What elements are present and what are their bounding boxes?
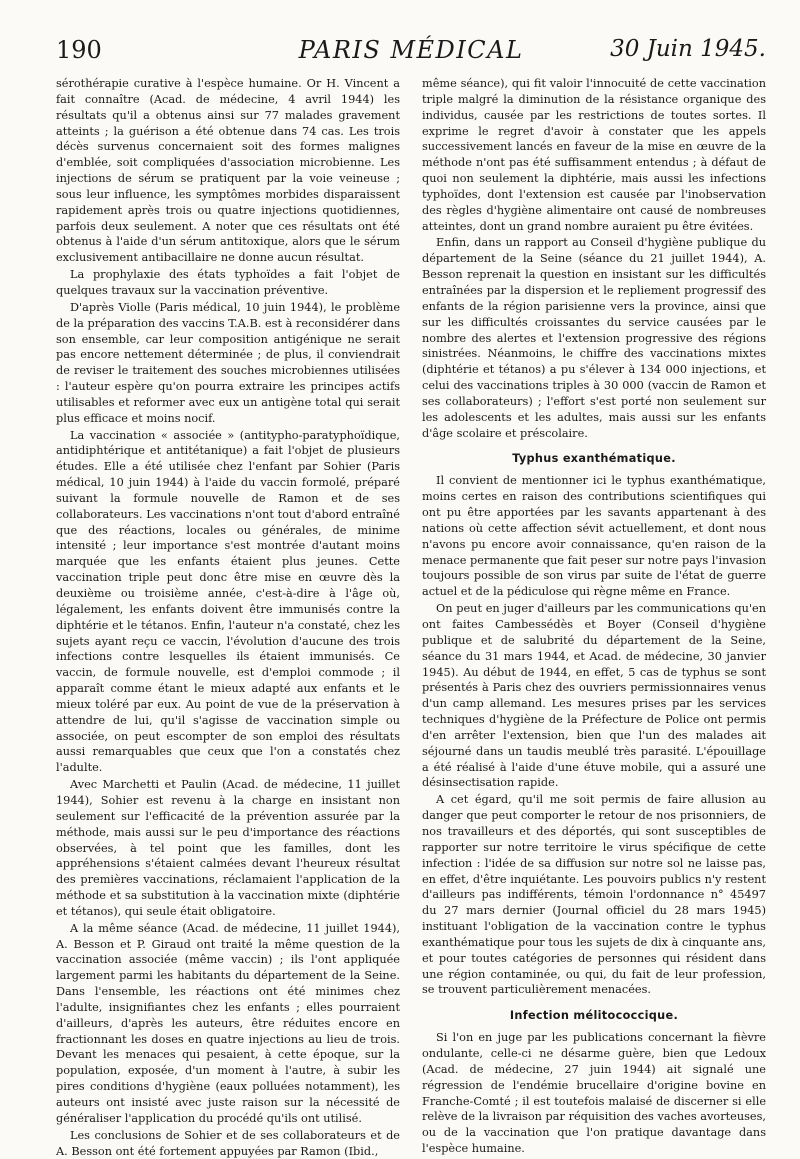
paragraph: A cet égard, qu'il me soit permis de faire allusion au danger que peut comporter le retour de nos prisonniers, de nos travailleurs et des déportés, qui sont susceptibles de rapporter sur notre territoire le virus spécifique de cette infection : l'idée de sa diffusion sur notre sol ne laisse pas, en effet, d'être inquiétante. Les pouvoirs publics n'y restent d'ailleurs pas indifférents, témoin l'ordonnance n° 45497 du 27 mars dernier (Journal officiel du 28 mars 1945) instituant l'obligation de la vaccination contre le typhus exanthématique pour tous les sujets de dix à cinquante ans, et pour toutes catégories de personnes qui résident dans une région contaminée, ou qui, du fait de leur profession, se trouvent particulièrement menacées. xyxy=(422,793,766,997)
paragraph: D'après Violle (Paris médical, 10 juin 1944), le problème de la préparation des vaccins T.A.B. est à reconsidérer dans son ensemble, car leur composition antigénique ne serait pas encore nettement déterminée ; de plus, il conviendrait de reviser le traitement des souches microbiennes utilisées : l'auteur espère qu'on pourra extraire les principes actifs utilisables et reformer avec eux un antigène total qui serait plus efficace et moins nocif. xyxy=(56,300,400,425)
page-number: 190 xyxy=(56,36,102,64)
section-heading-typhus: Typhus exanthématique. xyxy=(512,452,676,466)
left-column xyxy=(56,76,400,1159)
paragraph: On peut en juger d'ailleurs par les communications qu'en ont faites Cambessédès et Boyer (Conseil d'hygiène publique et de salubrité du département de la Seine, séance du 31 mars 1944, et Acad. de médecine, 30 janvier 1945). Au début de 1944, en effet, 5 cas de typhus se sont présentés à Paris chez des ouvriers permissionnaires venus d'un camp allemand. Les mesures prises par les services techniques d'hygiène de la Préfecture de Police ont permis d'en arrêter l'extension, bien que l'un des malades ait séjourné dans un taudis meublé très parasité. L'épouillage a été réalisé à l'aide d'une étuve mobile, qui a assuré une désinsectisation rapide. xyxy=(422,602,766,790)
paragraph: La prophylaxie des états typhoïdes a fait l'objet de quelques travaux sur la vaccination préventive. xyxy=(56,268,400,297)
paragraph: Avec Marchetti et Paulin (Acad. de médecine, 11 juillet 1944), Sohier est revenu à la charge en insistant non seulement sur l'efficacité de la prévention assurée par la méthode, mais aussi sur le peu d'importance des réactions observées, à tel point que les familles, dont les appréhensions s'étaient calmées devant l'heureux résultat des premières vaccinations, réclamaient l'application de la méthode et sa substitution à la vaccination mixte (diphtérie et tétanos), qui seule était obligatoire. xyxy=(56,778,400,918)
article-body xyxy=(56,76,766,1159)
page-header xyxy=(56,36,766,76)
paragraph: Il convient de mentionner ici le typhus exanthématique, moins certes en raison des contributions scientifiques qui ont pu être apportées par les savants appartenant à des nations où cette affection sévit actuellement, et dont nous n'avons pu encore avoir connaissance, qu'en raison de la menace permanente que fait peser sur notre pays l'invasion toujours possible de son virus par suite de l'état de guerre actuel et de la pédiculose qui règne même en France. xyxy=(422,474,766,599)
paragraph: Les conclusions de Sohier et de ses collaborateurs et de A. Besson ont été fortement appuyées par Ramon (Ibid., xyxy=(56,1128,400,1158)
paragraph: A la même séance (Acad. de médecine, 11 juillet 1944), A. Besson et P. Giraud ont traité la même question de la vaccination associée (même vaccin) ; ils l'ont appliquée largement parmi les habitants du département de la Seine. Dans l'ensemble, les réactions ont été minimes chez l'adulte, insignifiantes chez les enfants ; elles pourraient d'ailleurs, d'après les auteurs, être réduites encore en fractionnant les doses en quatre injections au lieu de trois. Devant les menaces qui pesaient, à cette époque, sur la population, exposée, d'un moment à l'autre, à subir les pires conditions d'hygiène (eaux polluées notamment), les auteurs ont insisté avec juste raison sur la nécessité de généraliser l'application du procédé qu'ils ont utilisé. xyxy=(56,921,400,1125)
issue-date: 30 Juin 1945. xyxy=(610,36,766,62)
paragraph: Si l'on en juge par les publications concernant la fièvre ondulante, celle-ci ne désarme guère, bien que Ledoux (Acad. de médecine, 27 juin 1944) ait signalé une régression de l'endémie brucellaire d'origine bovine en Franche-Comté ; il est toutefois malaisé de discerner si elle relève de la livraison par réquisition des vaches avorteuses, ou de la vaccination que l'on pratique davantage dans l'espèce humaine. xyxy=(422,1031,766,1156)
paragraph: sérothérapie curative à l'espèce humaine. Or H. Vincent a fait connaître (Acad. de médecine, 4 avril 1944) les résultats qu'il a obtenus ainsi sur 77 malades gravement atteints ; la guérison a été obtenue dans 74 cas. Les trois décès survenus concernaient soit des formes malignes d'emblée, soit compliquées d'association microbienne. Les injections de sérum se pratiquent par la voie veineuse ; sous leur influence, les symptômes morbides disparaissent rapidement après trois ou quatre injections quotidiennes, parfois deux seulement. A noter que ces résultats ont été obtenus à l'aide d'un sérum antitoxique, alors que le sérum exclusivement antibacillaire ne donne aucun résultat. xyxy=(56,77,400,265)
journal-title: PARIS MÉDICAL xyxy=(298,36,524,64)
right-column xyxy=(422,76,766,1159)
paragraph: La vaccination « associée » (antitypho-paratyphoïdique, antidiphtérique et antitétanique) a fait l'objet de plusieurs études. Elle a été utilisée chez l'enfant par Sohier (Paris médical, 10 juin 1944) à l'aide du vaccin formolé, préparé suivant la formule nouvelle de Ramon et de ses collaborateurs. Les vaccinations n'ont tout d'abord entraîné que des réactions, locales ou générales, de minime intensité ; leur importance s'est montrée d'autant moins marquée que les enfants étaient plus jeunes. Cette vaccination triple peut donc être mise en œuvre dès la deuxième ou troisième année, c'est-à-dire à l'âge où, légalement, les enfants doivent être immunisés contre la diphtérie et le tétanos. Enfin, l'auteur n'a constaté, chez les sujets ayant reçu ce vaccin, l'évolution d'aucune des trois infections contre lesquelles ils étaient immunisés. Ce vaccin, de formule nouvelle, est d'emploi commode ; il apparaît comme étant le mieux adapté aux enfants et le mieux toléré par eux. Au point de vue de la préservation à attendre de lui, qu'il s'agisse de vaccination simple ou associée, on peut escompter de son emploi des résultats aussi remarquables que ceux que l'on a constatés chez l'adulte. xyxy=(56,428,400,775)
paragraph: même séance), qui fit valoir l'innocuité de cette vaccination triple malgré la diminution de la résistance organique des individus, causée par les restrictions de toutes sortes. Il exprime le regret d'avoir à constater que les appels successivement lancés en faveur de la mise en œuvre de la méthode n'ont pas été suffisamment entendus ; à défaut de quoi non seulement la diphtérie, mais aussi les infections typhoïdes, dont l'extension est causée par l'inobservation des règles d'hygiène alimentaire ont causé de nombreuses atteintes, dont un grand nombre auraient pu être évitées. xyxy=(422,77,766,233)
paragraph: Enfin, dans un rapport au Conseil d'hygiène publique du département de la Seine (séance du 21 juillet 1944), A. Besson reprenait la question en insistant sur les difficultés entraînées par la dispersion et le repliement progressif des enfants de la région parisienne vers la province, ainsi que sur les difficultés croissantes du service causées par le nombre des alertes et l'extension progressive des régions sinistrées. Néanmoins, le chiffre des vaccinations mixtes (diphtérie et tétanos) a pu s'élever à 134 000 injections, et celui des vaccinations triples à 30 000 (vaccin de Ramon et ses collaborateurs) ; l'effort s'est porté non seulement sur les adolescents et les adultes, mais aussi sur les enfants d'âge scolaire et préscolaire. xyxy=(422,236,766,440)
section-heading-melitococcique: Infection mélitococcique. xyxy=(509,1009,679,1023)
